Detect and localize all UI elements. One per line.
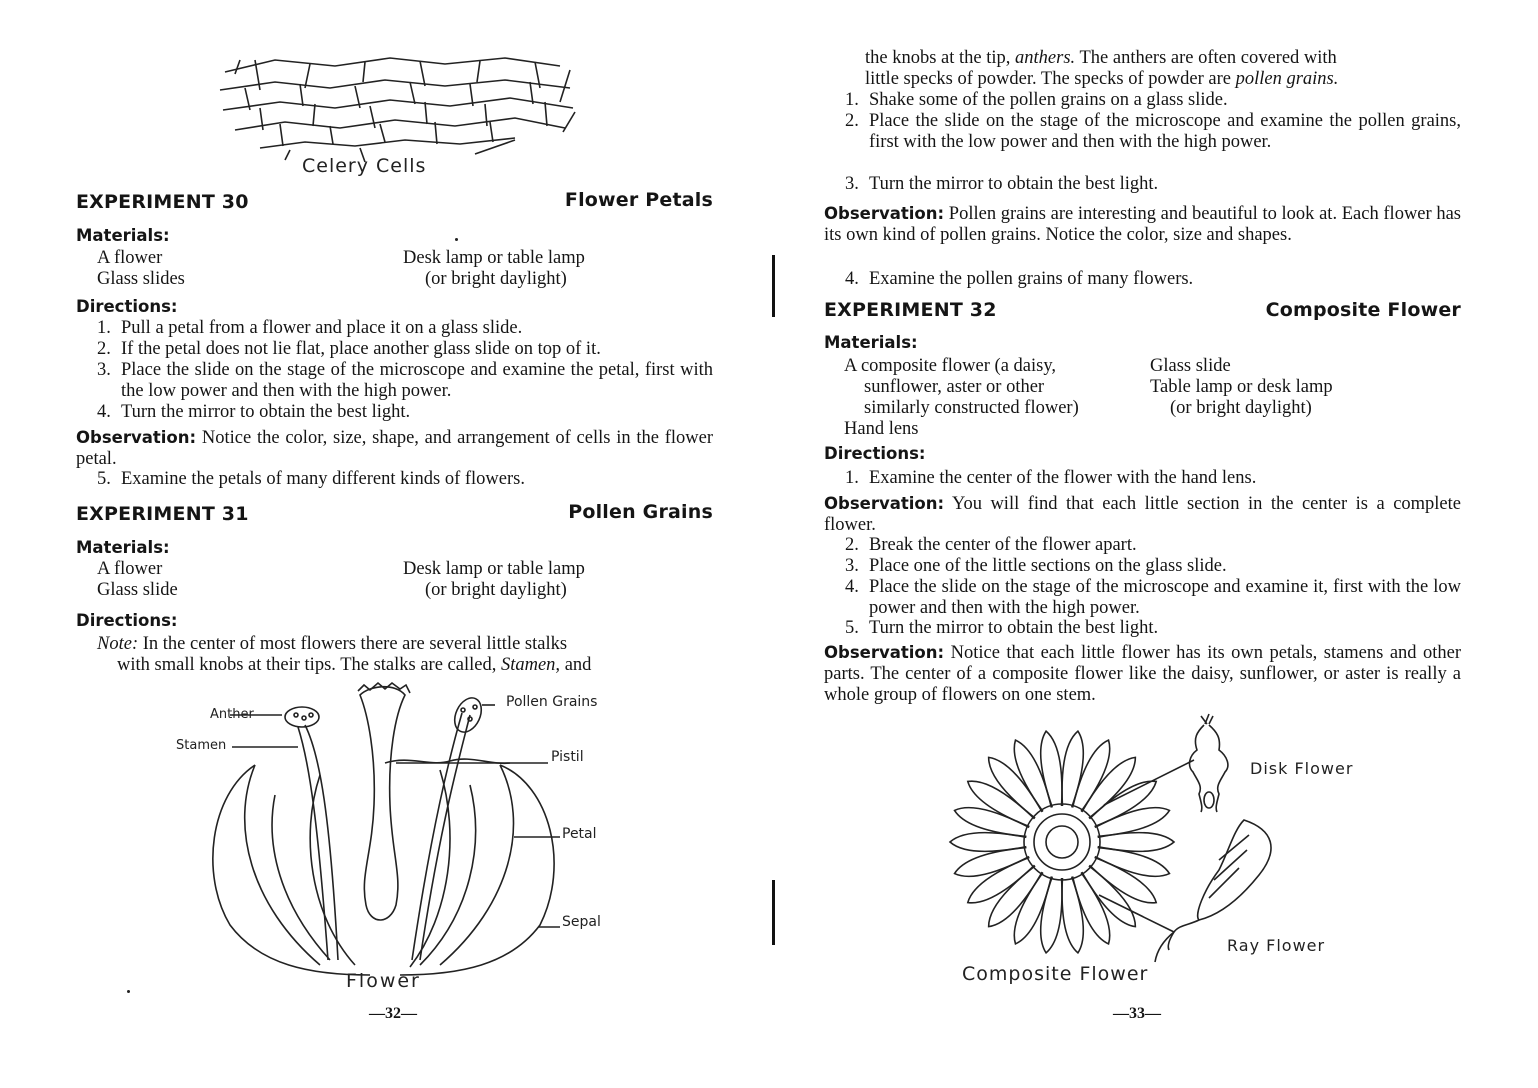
exp32-material-item: Table lamp or desk lamp	[1150, 377, 1333, 397]
observation-label: Observation:	[824, 204, 945, 223]
observation-text: Pollen grains are interesting and beautiful to look at. Each flower has its own kind of pollen grains. Notice the color, size and shapes.	[824, 204, 1462, 245]
continued-line	[865, 69, 1338, 90]
step-text: Place one of the little sections on the glass slide.	[869, 556, 1227, 576]
observation-label: Observation:	[824, 494, 945, 513]
step-text: Turn the mirror to obtain the best light.	[121, 402, 411, 422]
step-number: 1.	[97, 318, 111, 338]
celery-cells-illustration	[215, 52, 585, 162]
ray-petal	[968, 857, 1035, 902]
note-text: In the center of most flowers there are several little stalks	[142, 634, 568, 654]
ray-petal	[989, 866, 1042, 927]
composite-flower-caption: Composite Flower	[962, 963, 1149, 985]
ray-petal	[1014, 873, 1051, 944]
gutter-mark	[772, 255, 775, 317]
ray-petal	[968, 781, 1035, 826]
exp32-material-item: similarly constructed flower)	[864, 398, 1079, 418]
exp30-materials-label: Materials:	[76, 226, 170, 245]
step-text: Pull a petal from a flower and place it on a glass slide.	[121, 318, 523, 338]
step-number: 4.	[845, 577, 859, 597]
term-pollen-grains: pollen grains.	[1235, 69, 1339, 89]
ray-petal	[1073, 873, 1110, 944]
text-run: The anthers are often covered with	[1079, 48, 1337, 68]
flower-label-anther: Anther	[210, 707, 254, 722]
exp30-title: EXPERIMENT 30	[76, 191, 249, 213]
exp30-material-item: Glass slides	[97, 269, 185, 289]
note-term: Stamen,	[500, 655, 561, 675]
step-text: Place the slide on the stage of the microscope and examine the petal, first with the low power and then with the high power.	[121, 360, 713, 401]
flower-label-sepal: Sepal	[562, 914, 601, 930]
exp31-directions-label: Directions:	[76, 611, 178, 630]
exp32-observation-2	[824, 642, 1461, 706]
exp32-materials-label: Materials:	[824, 333, 918, 352]
observation-label: Observation:	[824, 643, 945, 662]
step-number: 4.	[845, 269, 859, 289]
exp30-material-item: (or bright daylight)	[425, 269, 567, 289]
term-anthers: anthers.	[1015, 48, 1076, 68]
ray-petal	[1041, 731, 1062, 807]
stray-dot	[127, 990, 130, 993]
gutter-mark	[772, 880, 775, 945]
ray-petal	[1073, 740, 1110, 811]
step-text: Turn the mirror to obtain the best light.	[869, 174, 1159, 194]
ray-petal	[1062, 877, 1083, 953]
ray-petal	[989, 757, 1042, 818]
exp32-material-item: Hand lens	[844, 419, 919, 439]
exp30-material-item: A flower	[97, 248, 163, 268]
stray-dot	[455, 238, 458, 241]
step-number: 4.	[97, 402, 111, 422]
exp30-subject: Flower Petals	[564, 189, 713, 211]
step-text: If the petal does not lie flat, place another glass slide on top of it.	[121, 339, 601, 359]
ray-petals	[950, 731, 1174, 953]
step-number: 3.	[97, 360, 111, 380]
step-text: Examine the petals of many different kinds of flowers.	[121, 469, 525, 489]
continued-line	[865, 48, 1337, 69]
exp30-observation	[76, 427, 713, 470]
flower-label-pollen-grains: Pollen Grains	[506, 694, 598, 710]
step-text: Place the slide on the stage of the microscope and examine it, first with the low power and then with the high power.	[869, 577, 1461, 618]
exp31-materials-label: Materials:	[76, 538, 170, 557]
step-number: 5.	[97, 469, 111, 489]
exp31-title: EXPERIMENT 31	[76, 503, 249, 525]
exp31-note-line	[117, 655, 591, 676]
flower-caption: Flower	[346, 970, 421, 992]
exp32-material-item: Glass slide	[1150, 356, 1231, 376]
note-text: with small knobs at their tips. The stalks are called,	[117, 655, 497, 675]
right-page	[769, 0, 1538, 1088]
exp32-material-item: (or bright daylight)	[1170, 398, 1312, 418]
ray-petal	[1090, 781, 1157, 826]
ray-petal	[1041, 877, 1062, 953]
exp31-material-item: Glass slide	[97, 580, 178, 600]
exp31-material-item: Desk lamp or table lamp	[403, 559, 585, 579]
flower-label-pistil: Pistil	[551, 749, 584, 765]
exp32-directions-label: Directions:	[824, 444, 926, 463]
exp31-note-line	[97, 634, 567, 655]
exp30-material-item: Desk lamp or table lamp	[403, 248, 585, 268]
exp32-material-item: A composite flower (a daisy,	[844, 356, 1057, 376]
exp31-observation	[824, 203, 1461, 246]
step-text: Shake some of the pollen grains on a glass slide.	[869, 90, 1228, 110]
observation-label: Observation:	[76, 428, 197, 447]
step-number: 2.	[845, 111, 859, 131]
text-run: the knobs at the tip,	[865, 48, 1011, 68]
flower-center	[1024, 804, 1100, 880]
exp32-subject: Composite Flower	[1265, 299, 1461, 321]
step-number: 3.	[845, 556, 859, 576]
celery-cells-caption: Celery Cells	[302, 155, 427, 177]
note-label: Note:	[97, 634, 139, 654]
exp32-title: EXPERIMENT 32	[824, 299, 997, 321]
page-number-left: —32—	[369, 1005, 417, 1022]
step-text: Examine the pollen grains of many flowers.	[869, 269, 1194, 289]
flower-label-petal: Petal	[562, 826, 597, 842]
step-text: Turn the mirror to obtain the best light.	[869, 618, 1159, 638]
step-number: 3.	[845, 174, 859, 194]
observation-text: Notice the color, size, shape, and arrangement of cells in the flower petal.	[76, 428, 714, 469]
exp32-observation-1	[824, 493, 1461, 536]
page-number-right: —33—	[1113, 1005, 1161, 1022]
step-number: 1.	[845, 90, 859, 110]
step-text: Place the slide on the stage of the microscope and examine the pollen grains, first with the low power and then with the high power.	[869, 111, 1461, 152]
step-number: 1.	[845, 468, 859, 488]
step-number: 5.	[845, 618, 859, 638]
observation-text: Notice that each little flower has its own petals, stamens and other parts. The center of a composite flower like the daisy, sunflower, or aster is really a whole group of flowers on one stem.	[824, 643, 1462, 705]
exp32-material-item: sunflower, aster or other	[864, 377, 1045, 397]
ray-petal	[1082, 866, 1135, 927]
ray-petal	[1082, 757, 1135, 818]
exp30-directions-label: Directions:	[76, 297, 178, 316]
ray-petal	[1062, 731, 1083, 807]
flower-label-stamen: Stamen	[176, 738, 227, 753]
step-text: Examine the center of the flower with the hand lens.	[869, 468, 1257, 488]
ray-flower-label: Ray Flower	[1227, 936, 1326, 955]
exp31-subject: Pollen Grains	[568, 501, 713, 523]
step-number: 2.	[97, 339, 111, 359]
step-text: Break the center of the flower apart.	[869, 535, 1137, 555]
observation-text: You will find that each little section in the center is a complete flower.	[824, 494, 1461, 535]
exp31-material-item: A flower	[97, 559, 163, 579]
step-number: 2.	[845, 535, 859, 555]
exp31-material-item: (or bright daylight)	[425, 580, 567, 600]
disk-flower-label: Disk Flower	[1250, 759, 1354, 778]
text-run: little specks of powder. The specks of powder are	[865, 69, 1231, 89]
note-text: and	[564, 655, 592, 675]
ray-petal	[1014, 740, 1051, 811]
